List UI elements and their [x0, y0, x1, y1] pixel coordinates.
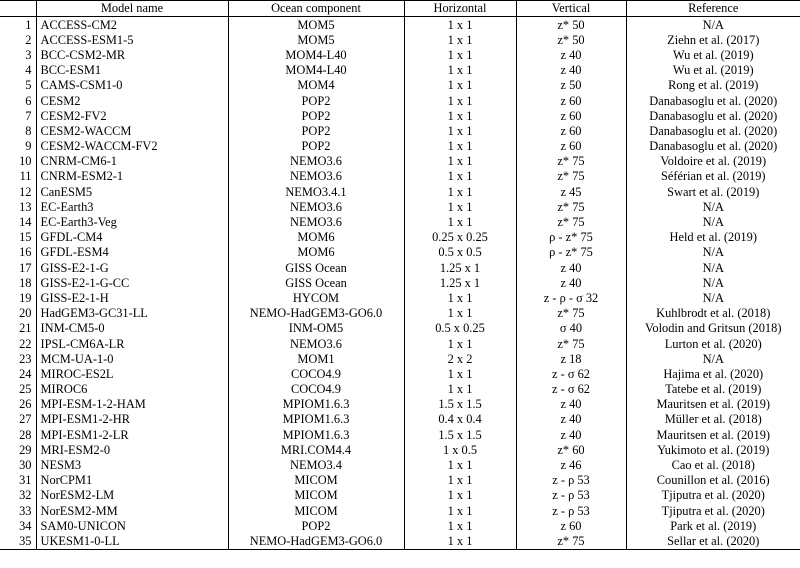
table-row: [0, 17, 800, 33]
cell-model-name: ACCESS-ESM1-5: [36, 32, 228, 47]
cell-horizontal: 1 x 1: [404, 215, 516, 230]
table-row: [0, 442, 800, 457]
cell-reference: Yukimoto et al. (2019): [657, 442, 770, 457]
cell-vertical: z* 75: [516, 154, 626, 169]
cell-model-name: MIROC6: [36, 382, 228, 397]
cell-reference: Tjiputra et al. (2020): [661, 503, 765, 518]
cell-vertical: ρ - z* 75: [516, 245, 626, 260]
cell-horizontal: 1 x 1: [404, 124, 516, 139]
cell-horizontal: 1 x 1: [404, 382, 516, 397]
table-row: [0, 32, 800, 47]
cell-index: 35: [0, 534, 36, 550]
cell-ocean: NEMO3.4.1: [228, 184, 404, 199]
cell-vertical: z 60: [516, 518, 626, 533]
cell-horizontal: 1 x 1: [404, 108, 516, 123]
cell-reference: Held et al. (2019): [669, 230, 757, 245]
table-row: [0, 260, 800, 275]
table-row: [0, 108, 800, 123]
cell-index: 6: [0, 93, 36, 108]
cell-reference: Ziehn et al. (2017): [667, 32, 760, 47]
cell-reference: N/A: [702, 351, 724, 366]
cell-index: 18: [0, 275, 36, 290]
cell-index: 25: [0, 382, 36, 397]
cell-index: 9: [0, 139, 36, 154]
column-header-vertical: Vertical: [516, 1, 626, 17]
cell-ocean: POP2: [228, 93, 404, 108]
cell-index: 13: [0, 199, 36, 214]
cell-vertical: z* 75: [516, 336, 626, 351]
cell-model-name: CESM2-WACCM-FV2: [36, 139, 228, 154]
cell-reference: Park et al. (2019): [670, 518, 757, 533]
cell-vertical: z 60: [516, 108, 626, 123]
cell-ocean: MOM6: [228, 245, 404, 260]
cell-ocean: MOM1: [228, 351, 404, 366]
cell-ocean: NEMO3.4: [228, 458, 404, 473]
cell-vertical: z 50: [516, 78, 626, 93]
cell-model-name: SAM0-UNICON: [36, 518, 228, 533]
cell-ocean: GISS Ocean: [228, 275, 404, 290]
cell-vertical: z 40: [516, 412, 626, 427]
cell-model-name: INM-CM5-0: [36, 321, 228, 336]
cell-index: 16: [0, 245, 36, 260]
table-row: [0, 78, 800, 93]
cell-horizontal: 0.4 x 0.4: [404, 412, 516, 427]
cell-model-name: IPSL-CM6A-LR: [36, 336, 228, 351]
cell-vertical: z* 75: [516, 534, 626, 550]
cell-ocean: MICOM: [228, 503, 404, 518]
cell-reference: Counillon et al. (2016): [656, 473, 770, 488]
table-row: [0, 503, 800, 518]
cell-ocean: POP2: [228, 124, 404, 139]
table-row: [0, 473, 800, 488]
cell-vertical: z 18: [516, 351, 626, 366]
cell-index: 33: [0, 503, 36, 518]
cell-ocean: NEMO3.6: [228, 215, 404, 230]
cell-reference: Tjiputra et al. (2020): [661, 488, 765, 503]
cell-reference: Mauritsen et al. (2019): [656, 397, 771, 412]
cell-horizontal: 1 x 1: [404, 139, 516, 154]
table-row: [0, 336, 800, 351]
cell-horizontal: 1 x 1: [404, 48, 516, 63]
cell-ocean: MICOM: [228, 488, 404, 503]
cell-vertical: z 60: [516, 93, 626, 108]
cell-vertical: σ 40: [516, 321, 626, 336]
table-row: [0, 321, 800, 336]
cell-horizontal: 1 x 1: [404, 93, 516, 108]
cell-horizontal: 1 x 1: [404, 78, 516, 93]
cell-reference: Cao et al. (2018): [671, 458, 755, 473]
cell-ocean: MOM4-L40: [228, 63, 404, 78]
cell-vertical: ρ - z* 75: [516, 230, 626, 245]
cell-ocean: NEMO-HadGEM3-GO6.0: [228, 306, 404, 321]
cell-ocean: NEMO3.6: [228, 336, 404, 351]
cell-model-name: MPI-ESM-1-2-HAM: [36, 397, 228, 412]
cell-horizontal: 0.25 x 0.25: [404, 230, 516, 245]
cell-reference: Rong et al. (2019): [668, 78, 759, 93]
cell-horizontal: 1 x 1: [404, 518, 516, 533]
table-row: [0, 139, 800, 154]
cell-index: 28: [0, 427, 36, 442]
cell-horizontal: 1 x 1: [404, 154, 516, 169]
cell-ocean: GISS Ocean: [228, 260, 404, 275]
table-row: [0, 154, 800, 169]
cell-ocean: MOM5: [228, 32, 404, 47]
table-row: [0, 48, 800, 63]
cell-horizontal: 1 x 1: [404, 291, 516, 306]
cell-horizontal: 0.5 x 0.25: [404, 321, 516, 336]
table-row: [0, 124, 800, 139]
table-row: [0, 458, 800, 473]
cell-model-name: MRI-ESM2-0: [36, 442, 228, 457]
cell-index: 14: [0, 215, 36, 230]
cell-index: 3: [0, 48, 36, 63]
cell-vertical: z - ρ - σ 32: [516, 291, 626, 306]
column-header-horizontal: Horizontal: [404, 1, 516, 17]
column-header-model-name: Model name: [36, 1, 228, 17]
cell-vertical: z* 50: [516, 17, 626, 33]
cell-ocean: MPIOM1.6.3: [228, 412, 404, 427]
cell-model-name: ACCESS-CM2: [36, 17, 228, 33]
cell-index: 26: [0, 397, 36, 412]
cell-index: 24: [0, 367, 36, 382]
cell-reference: N/A: [702, 215, 724, 230]
cell-model-name: UKESM1-0-LL: [36, 534, 228, 550]
cell-index: 23: [0, 351, 36, 366]
cell-index: 2: [0, 32, 36, 47]
cell-index: 32: [0, 488, 36, 503]
cell-reference: N/A: [702, 199, 724, 214]
cell-reference: Volodin and Gritsun (2018): [645, 321, 782, 336]
cell-horizontal: 1 x 1: [404, 63, 516, 78]
cell-vertical: z* 75: [516, 306, 626, 321]
cell-reference: Müller et al. (2018): [664, 412, 762, 427]
cell-vertical: z - ρ 53: [516, 503, 626, 518]
cell-model-name: GISS-E2-1-H: [36, 291, 228, 306]
table-row: [0, 199, 800, 214]
header-row: [0, 1, 800, 17]
cell-ocean: MOM4: [228, 78, 404, 93]
cell-horizontal: 1.5 x 1.5: [404, 427, 516, 442]
cell-reference: Voldoire et al. (2019): [660, 154, 767, 169]
cell-model-name: NESM3: [36, 458, 228, 473]
cell-index: 21: [0, 321, 36, 336]
table-row: [0, 534, 800, 550]
table-row: [0, 367, 800, 382]
cell-ocean: INM-OM5: [228, 321, 404, 336]
table-row: [0, 427, 800, 442]
table-row: [0, 245, 800, 260]
table-row: [0, 291, 800, 306]
cell-reference: Kuhlbrodt et al. (2018): [656, 306, 771, 321]
cell-index: 22: [0, 336, 36, 351]
cell-model-name: BCC-CSM2-MR: [36, 48, 228, 63]
cell-model-name: CanESM5: [36, 184, 228, 199]
cell-index: 10: [0, 154, 36, 169]
cell-vertical: z 40: [516, 63, 626, 78]
cell-reference: Danabasoglu et al. (2020): [649, 108, 778, 123]
cell-index: 29: [0, 442, 36, 457]
cell-ocean: NEMO3.6: [228, 169, 404, 184]
cell-horizontal: 1 x 1: [404, 32, 516, 47]
cell-reference: Swart et al. (2019): [667, 184, 760, 199]
cell-horizontal: 1 x 1: [404, 488, 516, 503]
table-header: [0, 1, 800, 17]
cell-vertical: z 40: [516, 427, 626, 442]
table-row: [0, 230, 800, 245]
cell-horizontal: 1 x 1: [404, 534, 516, 550]
cell-horizontal: 1 x 1: [404, 473, 516, 488]
table-row: [0, 351, 800, 366]
cell-horizontal: 1 x 1: [404, 17, 516, 33]
table-row: [0, 63, 800, 78]
cell-reference: N/A: [702, 290, 724, 305]
cell-horizontal: 1 x 1: [404, 367, 516, 382]
cell-index: 17: [0, 260, 36, 275]
cell-horizontal: 1 x 1: [404, 169, 516, 184]
cell-ocean: POP2: [228, 139, 404, 154]
cell-vertical: z - ρ 53: [516, 473, 626, 488]
table-row: [0, 397, 800, 412]
cell-model-name: NorESM2-MM: [36, 503, 228, 518]
cell-vertical: z 40: [516, 275, 626, 290]
cell-vertical: z* 60: [516, 442, 626, 457]
cell-index: 5: [0, 78, 36, 93]
cell-index: 12: [0, 184, 36, 199]
table-row: [0, 306, 800, 321]
cell-vertical: z 40: [516, 48, 626, 63]
cell-reference: Danabasoglu et al. (2020): [649, 93, 778, 108]
cell-index: 20: [0, 306, 36, 321]
table-row: [0, 412, 800, 427]
cell-ocean: MOM4-L40: [228, 48, 404, 63]
cell-vertical: z 60: [516, 124, 626, 139]
cell-reference: Hajima et al. (2020): [663, 366, 764, 381]
column-header-reference: Reference: [626, 1, 800, 17]
cell-model-name: GISS-E2-1-G: [36, 260, 228, 275]
cell-model-name: GISS-E2-1-G-CC: [36, 275, 228, 290]
cell-reference: N/A: [702, 275, 724, 290]
cell-model-name: GFDL-CM4: [36, 230, 228, 245]
cell-vertical: z 45: [516, 184, 626, 199]
table-row: [0, 382, 800, 397]
cell-model-name: CESM2-WACCM: [36, 124, 228, 139]
cell-reference: Mauritsen et al. (2019): [656, 427, 771, 442]
cell-horizontal: 1.25 x 1: [404, 275, 516, 290]
cell-vertical: z* 50: [516, 32, 626, 47]
cell-horizontal: 1 x 1: [404, 503, 516, 518]
cell-reference: Wu et al. (2019): [672, 63, 754, 78]
cell-index: 15: [0, 230, 36, 245]
cell-model-name: CAMS-CSM1-0: [36, 78, 228, 93]
cell-model-name: GFDL-ESM4: [36, 245, 228, 260]
cell-ocean: COCO4.9: [228, 367, 404, 382]
cell-model-name: CNRM-CM6-1: [36, 154, 228, 169]
cell-ocean: MOM5: [228, 17, 404, 33]
cell-ocean: NEMO3.6: [228, 199, 404, 214]
cell-vertical: z - ρ 53: [516, 488, 626, 503]
cell-ocean: MOM6: [228, 230, 404, 245]
cell-vertical: z 40: [516, 260, 626, 275]
cell-index: 34: [0, 518, 36, 533]
cell-reference: Lurton et al. (2020): [664, 336, 762, 351]
cell-model-name: BCC-ESM1: [36, 63, 228, 78]
cell-vertical: z 46: [516, 458, 626, 473]
cell-horizontal: 1 x 0.5: [404, 442, 516, 457]
cell-model-name: NorCPM1: [36, 473, 228, 488]
cell-ocean: NEMO3.6: [228, 154, 404, 169]
cell-vertical: z* 75: [516, 215, 626, 230]
cell-horizontal: 1 x 1: [404, 199, 516, 214]
cell-index: 31: [0, 473, 36, 488]
cell-index: 7: [0, 108, 36, 123]
cell-model-name: CNRM-ESM2-1: [36, 169, 228, 184]
cell-horizontal: 1.5 x 1.5: [404, 397, 516, 412]
cell-index: 19: [0, 291, 36, 306]
table-row: [0, 184, 800, 199]
cell-ocean: MPIOM1.6.3: [228, 397, 404, 412]
cell-ocean: NEMO-HadGEM3-GO6.0: [228, 534, 404, 550]
cell-vertical: z 40: [516, 397, 626, 412]
cell-horizontal: 0.5 x 0.5: [404, 245, 516, 260]
cell-vertical: z 60: [516, 139, 626, 154]
cell-reference: N/A: [702, 17, 724, 32]
cell-ocean: COCO4.9: [228, 382, 404, 397]
cell-ocean: POP2: [228, 108, 404, 123]
cell-index: 27: [0, 412, 36, 427]
cell-ocean: MRI.COM4.4: [228, 442, 404, 457]
cell-horizontal: 1 x 1: [404, 184, 516, 199]
cell-index: 11: [0, 169, 36, 184]
cell-vertical: z - σ 62: [516, 367, 626, 382]
cell-reference: Danabasoglu et al. (2020): [649, 123, 778, 138]
cell-model-name: MCM-UA-1-0: [36, 351, 228, 366]
cell-horizontal: 1 x 1: [404, 336, 516, 351]
cell-index: 8: [0, 124, 36, 139]
column-header-index: [0, 1, 36, 17]
cell-model-name: HadGEM3-GC31-LL: [36, 306, 228, 321]
cell-reference: Danabasoglu et al. (2020): [649, 139, 778, 154]
cell-reference: Sellar et al. (2020): [626, 534, 800, 550]
column-header-ocean-component: Ocean component: [228, 1, 404, 17]
cell-model-name: CESM2-FV2: [36, 108, 228, 123]
cell-model-name: NorESM2-LM: [36, 488, 228, 503]
table-row: [0, 275, 800, 290]
cell-horizontal: 1 x 1: [404, 306, 516, 321]
cell-index: 4: [0, 63, 36, 78]
table-row: [0, 169, 800, 184]
cell-vertical: z* 75: [516, 169, 626, 184]
cell-ocean: HYCOM: [228, 291, 404, 306]
cell-index: 30: [0, 458, 36, 473]
cell-ocean: MPIOM1.6.3: [228, 427, 404, 442]
table-row: [0, 215, 800, 230]
cell-reference: Wu et al. (2019): [672, 47, 754, 62]
cell-model-name: MIROC-ES2L: [36, 367, 228, 382]
cell-model-name: CESM2: [36, 93, 228, 108]
cell-ocean: POP2: [228, 518, 404, 533]
cell-reference: N/A: [702, 260, 724, 275]
cell-horizontal: 1 x 1: [404, 458, 516, 473]
cell-model-name: EC-Earth3-Veg: [36, 215, 228, 230]
table-row: [0, 518, 800, 533]
cell-vertical: z - σ 62: [516, 382, 626, 397]
cell-reference: Séférian et al. (2019): [660, 169, 766, 184]
table-row: [0, 488, 800, 503]
table-body: [0, 17, 800, 550]
cell-index: 1: [0, 17, 36, 33]
cell-reference: Tatebe et al. (2019): [665, 382, 762, 397]
cell-model-name: MPI-ESM1-2-HR: [36, 412, 228, 427]
cell-model-name: MPI-ESM1-2-LR: [36, 427, 228, 442]
cell-model-name: EC-Earth3: [36, 199, 228, 214]
cell-reference: N/A: [702, 245, 724, 260]
cell-horizontal: 2 x 2: [404, 351, 516, 366]
table-row: [0, 93, 800, 108]
cell-ocean: MICOM: [228, 473, 404, 488]
cell-horizontal: 1.25 x 1: [404, 260, 516, 275]
cell-vertical: z* 75: [516, 199, 626, 214]
